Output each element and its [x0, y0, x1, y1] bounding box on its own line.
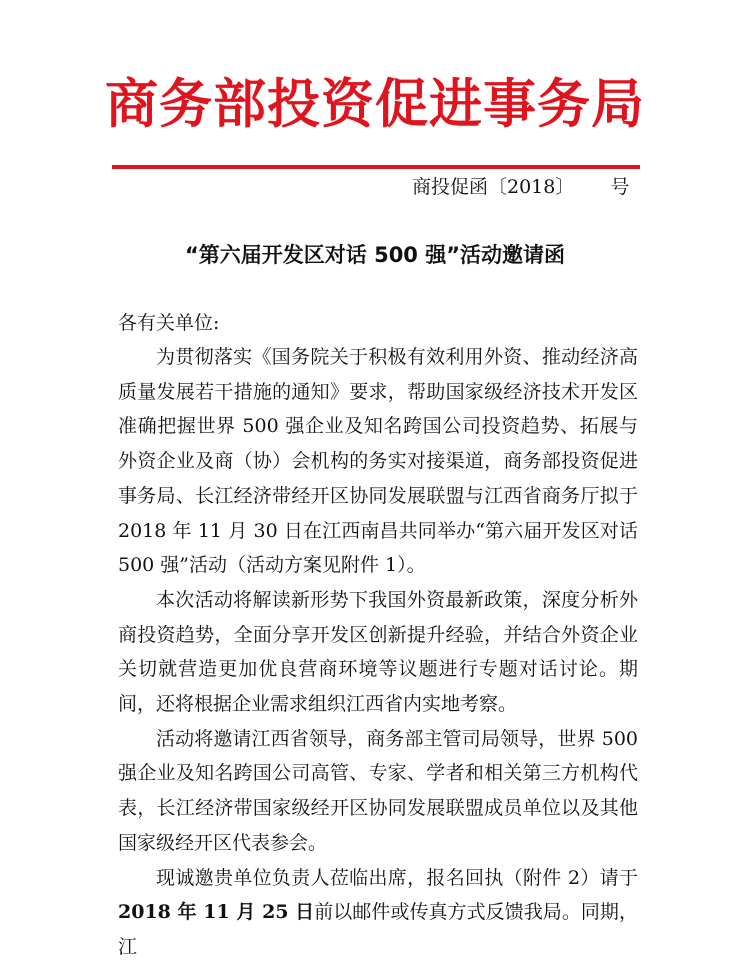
document-title: “第六届开发区对话 500 强”活动邀请函	[184, 243, 566, 267]
body-paragraph-1: 为贯彻落实《国务院关于积极有效利用外资、推动经济高质量发展若干措施的通知》要求，帮助国家级经济技术开发区准确把握世界 500 强企业及知名跨国公司投资趋势、拓展与外资企业及商（协）会机构的务实对接渠道，商务部投资促进事务局、长江经济带经开区协同发展联盟与江西省商务厅拟于 2018 年 11 月 30 日在江西南昌共同举办“第六届开发区对话 500 强”活动（活动方案见附件 1）。	[118, 346, 638, 577]
body-paragraph-4-start: 现诚邀贵单位负责人莅临出席，报名回执（附件 2）请于	[156, 866, 638, 889]
letter-body	[118, 340, 638, 965]
issuing-organization-header: 商务部投资促进事务局	[105, 73, 645, 135]
body-paragraph-3: 活动将邀请江西省领导，商务部主管司局领导，世界 500 强企业及知名跨国公司高管、专家、学者和相关第三方机构代表，长江经济带国家级经开区协同发展联盟成员单位以及其他国家级经开区代表参会。	[118, 727, 638, 854]
salutation: 各有关单位:	[118, 312, 220, 334]
registration-deadline-date: 2018 年 11 月 25 日	[118, 901, 315, 924]
document-number-suffix: 号	[610, 176, 630, 198]
document-number-prefix: 商投促函〔2018〕	[412, 176, 575, 198]
body-paragraph-4-rest: 前以邮件或传真方式反馈我局。同期，江	[118, 901, 638, 958]
body-paragraph-2: 本次活动将解读新形势下我国外资最新政策，深度分析外商投资趋势，全面分享开发区创新提升经验，并结合外资企业关切就营造更加优良营商环境等议题进行专题对话讨论。期间，还将根据企业需求组织江西省内实地考察。	[118, 588, 638, 716]
red-header-divider	[112, 165, 640, 169]
document-number	[412, 172, 629, 202]
body-paragraph-4	[118, 861, 638, 965]
